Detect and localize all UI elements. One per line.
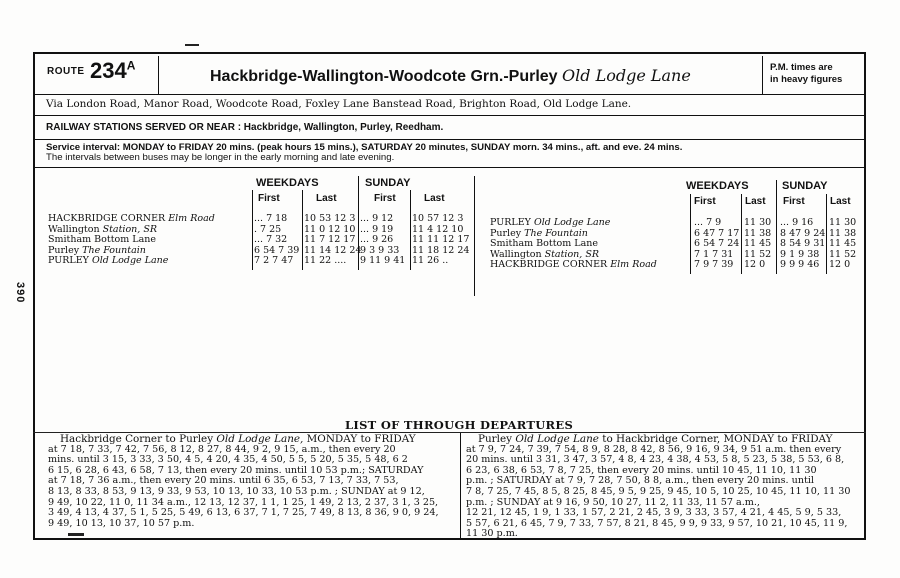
departure-line: 11 30 p.m.	[466, 528, 518, 540]
time-su-last: 12 0	[829, 259, 851, 270]
stop-name-text: Wallington	[490, 248, 542, 260]
departure-line: p.m. ; SATURDAY at 7 9, 7 28, 7 50, 8 8, a.m., then every 20 mins. until	[466, 475, 814, 487]
time-wd-first: . 7 25	[254, 223, 282, 235]
stop-name-text: Purley	[48, 244, 80, 256]
time-su-last: 10 57 12 3	[412, 213, 464, 224]
divider	[33, 94, 866, 95]
time-wd-last: 11 45	[744, 238, 772, 249]
time-wd-last: 11 38	[744, 227, 772, 239]
departure-line: at 7 9, 7 24, 7 39, 7 54, 8 9, 8 28, 8 42, 8 56, 9 16, 9 34, 9 51 a.m. then every	[466, 443, 842, 455]
route-label: ROUTE	[47, 66, 85, 77]
first-heading: First	[783, 196, 805, 207]
stop-name	[48, 235, 156, 245]
col-rule	[358, 176, 359, 270]
time-wd-first: 7 1 7 31	[694, 248, 734, 260]
departure-line: mins. until 3 15, 3 33, 3 50, 4 5, 4 20, 4 35, 4 50, 5 5, 5 20, 5 35, 5 48, 6 2	[48, 454, 408, 466]
time-su-first: ... 9 12	[360, 213, 394, 224]
stations-text: RAILWAY STATIONS SERVED OR NEAR : Hackbridge, Wallington, Purley, Reedham.	[46, 122, 444, 133]
departure-line: 5 57, 6 21, 6 45, 7 9, 7 33, 7 57, 8 21, 8 45, 9 9, 9 33, 9 57, 10 21, 10 45, 11 9,	[466, 517, 848, 529]
col-rule	[776, 180, 777, 274]
col-rule	[690, 194, 691, 274]
stop-name-qualifier: The Fountain	[524, 227, 588, 239]
sunday-heading: SUNDAY	[365, 177, 411, 189]
stop-name-text: PURLEY	[48, 255, 89, 266]
stop-name-qualifier: The Fountain	[82, 244, 146, 256]
stop-name	[490, 250, 599, 260]
time-su-last: 11 30	[829, 217, 857, 228]
col-rule	[252, 190, 253, 270]
time-wd-first: ... 7 18	[254, 213, 288, 224]
time-wd-first: 6 47 7 17	[694, 227, 740, 239]
departure-line: at 7 18, 7 33, 7 42, 7 56, 8 12, 8 27, 8 44, 9 2, 9 15, a.m., then every 20	[48, 443, 396, 455]
time-su-first: ... 9 19	[360, 223, 394, 235]
divider	[33, 115, 866, 116]
time-wd-last: 11 7 12 17	[304, 234, 356, 245]
stop-name-text: Smitham Bottom Lane	[490, 238, 598, 249]
left-departures-heading: Hackbridge Corner to Purley Old Lodge Lane, MONDAY to FRIDAY	[60, 433, 416, 445]
stop-name	[490, 239, 598, 249]
last-heading: Last	[830, 196, 851, 207]
stop-name-text: HACKBRIDGE CORNER	[490, 259, 608, 270]
departure-line: 8 13, 8 33, 8 53, 9 13, 9 33, 9 53, 10 13, 10 33, 10 53 p.m. ; SUNDAY at 9 12,	[48, 485, 425, 497]
right-departures-heading: Purley Old Lodge Lane to Hackbridge Corner, MONDAY to FRIDAY	[478, 433, 833, 445]
via-text: Via London Road, Manor Road, Woodcote Road, Foxley Lane Banstead Road, Brighton Road, Old Lodge Lane.	[46, 98, 632, 110]
header-divider	[158, 56, 159, 94]
right-departures	[466, 434, 861, 540]
pm-note: P.M. times are in heavy figures	[770, 62, 843, 85]
service-note: The intervals between buses may be longer in the early morning and late evening.	[46, 152, 395, 163]
time-su-last: 11 52	[829, 248, 857, 260]
stop-name-text: PURLEY	[490, 217, 531, 228]
last-heading: Last	[316, 193, 337, 204]
stop-name	[48, 246, 146, 256]
col-rule	[410, 190, 411, 270]
stop-name	[48, 225, 157, 235]
time-wd-first: 7 9 7 39	[694, 259, 734, 270]
time-su-last: 11 11 12 17	[412, 234, 470, 245]
departure-line: 9 49, 10 22, 11 0, 11 34 a.m., 12 13, 12 37, 1 1, 1 25, 1 49, 2 13, 2 37, 3 1, 3 25,	[48, 496, 439, 508]
departure-line: p.m. ; SUNDAY at 9 16, 9 50, 10 27, 11 2, 11 33, 11 57 a.m.,	[466, 496, 760, 508]
time-su-last: 11 18 12 24	[412, 244, 470, 256]
stop-name-qualifier: Old Lodge Lane	[91, 255, 169, 266]
time-wd-first: 7 2 7 47	[254, 255, 294, 266]
departure-line: 20 mins. until 3 31, 3 47, 3 57, 4 8, 4 23, 4 38, 4 53, 5 8, 5 23, 5 38, 5 53, 6 8,	[466, 454, 845, 466]
stop-name	[48, 214, 215, 224]
time-su-last: 11 45	[829, 238, 857, 249]
departure-line: 6 23, 6 38, 6 53, 7 8, 7 25, then every 20 mins. until 10 45, 11 10, 11 30	[466, 464, 817, 476]
time-wd-last: 11 0 12 10	[304, 223, 356, 235]
divider	[33, 167, 866, 168]
sunday-heading: SUNDAY	[782, 180, 828, 192]
center-divider	[474, 176, 475, 296]
time-wd-last: 11 14 12 24	[304, 244, 362, 256]
time-su-first: ... 9 16	[780, 217, 814, 228]
divider	[33, 139, 866, 140]
scan-mark	[185, 44, 199, 46]
time-su-first: ... 9 26	[360, 234, 394, 245]
stop-name-text: Wallington	[48, 223, 100, 235]
route-number: $234^A$	[90, 58, 136, 83]
stop-name	[48, 256, 168, 266]
time-su-first: 9 1 9 38	[780, 248, 820, 260]
time-su-first: 8 54 9 31	[780, 238, 826, 249]
stop-name-qualifier: Elm Road	[168, 213, 215, 224]
time-wd-last: 11 22 ....	[304, 255, 347, 266]
departure-line: 9 49, 10 13, 10 37, 10 57 p.m.	[48, 517, 195, 529]
stop-name	[490, 218, 610, 228]
col-rule	[826, 194, 827, 274]
weekdays-heading: WEEKDAYS	[686, 180, 749, 192]
last-heading: Last	[424, 193, 445, 204]
first-heading: First	[374, 193, 396, 204]
stop-name-qualifier: Station, SR	[102, 223, 157, 235]
header-divider-right	[762, 56, 763, 94]
time-wd-first: ... 7 32	[254, 234, 288, 245]
through-departures-title: LIST OF THROUGH DEPARTURES	[345, 418, 574, 432]
page-number: 390	[14, 282, 26, 304]
time-su-first: 9 11 9 41	[360, 255, 406, 266]
first-heading: First	[694, 196, 716, 207]
stop-name-qualifier: Old Lodge Lane	[533, 217, 611, 228]
route-title: Hackbridge-Wallington-Woodcote Grn.-Purley Old Lodge Lane	[210, 66, 691, 85]
first-heading: First	[258, 193, 280, 204]
departure-line: 7 8, 7 25, 7 45, 8 5, 8 25, 8 45, 9 5, 9 25, 9 45, 10 5, 10 25, 10 45, 11 10, 11 30	[466, 485, 851, 497]
col-rule	[302, 190, 303, 270]
stop-name	[490, 260, 657, 270]
time-su-first: 9 3 9 33	[360, 244, 400, 256]
center-divider	[460, 433, 461, 539]
stop-name-text: Purley	[490, 227, 522, 239]
time-wd-first: ... 7 9	[694, 217, 722, 228]
weekdays-heading: WEEKDAYS	[256, 177, 319, 189]
time-su-last: 11 38	[829, 227, 857, 239]
time-wd-last: 11 30	[744, 217, 772, 228]
time-wd-first: 6 54 7 24	[694, 238, 740, 249]
time-su-last: 11 4 12 10	[412, 223, 464, 235]
departure-line: 12 21, 12 45, 1 9, 1 33, 1 57, 2 21, 2 45, 3 9, 3 33, 3 57, 4 21, 4 45, 5 9, 5 33,	[466, 507, 842, 519]
last-heading: Last	[745, 196, 766, 207]
departure-line: at 7 18, 7 36 a.m., then every 20 mins. until 6 35, 6 53, 7 13, 7 33, 7 53,	[48, 475, 399, 487]
departure-line: 3 49, 4 13, 4 37, 5 1, 5 25, 5 49, 6 13, 6 37, 7 1, 7 25, 7 49, 8 13, 8 36, 9 0, 9 24,	[48, 507, 439, 519]
time-wd-last: 10 53 12 3	[304, 213, 356, 224]
time-su-last: 11 26 ..	[412, 255, 449, 266]
service-interval: Service interval: MONDAY to FRIDAY 20 mins. (peak hours 15 mins.), SATURDAY 20 minutes, SUNDAY morn. 34 mins., aft. and eve. 24 mins.	[46, 142, 683, 153]
time-su-first: 8 47 9 24	[780, 227, 826, 239]
time-su-first: 9 9 9 46	[780, 259, 820, 270]
stop-name-text: Smitham Bottom Lane	[48, 234, 156, 245]
stop-name-text: HACKBRIDGE CORNER	[48, 213, 166, 224]
time-wd-last: 11 52	[744, 248, 772, 260]
time-wd-last: 12 0	[744, 259, 766, 270]
time-wd-first: 6 54 7 39	[254, 244, 300, 256]
left-departures	[48, 434, 458, 529]
stop-name-qualifier: Elm Road	[610, 259, 657, 270]
col-rule	[741, 194, 742, 274]
departure-line: 6 15, 6 28, 6 43, 6 58, 7 13, then every 20 mins. until 10 53 p.m.; SATURDAY	[48, 464, 424, 476]
stop-name	[490, 229, 588, 239]
stop-name-qualifier: Station, SR	[544, 248, 599, 260]
